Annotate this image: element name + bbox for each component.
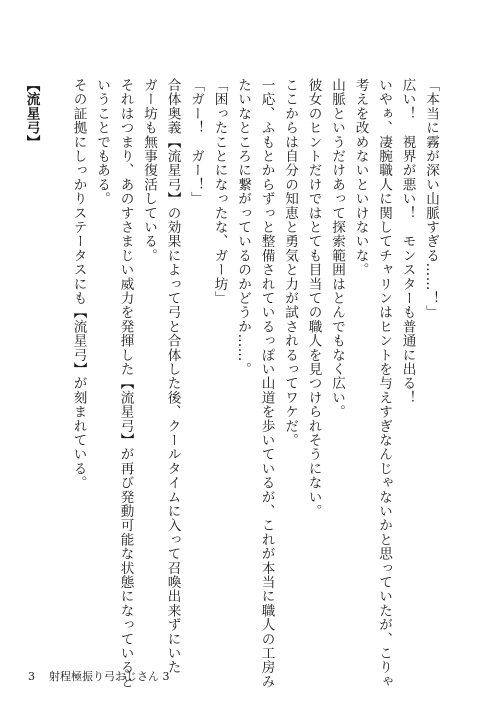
text-line: 合体奥義【流星弓】の効果によって弓と合体した後、クールタイムに入って召喚出来ずにいた bbox=[164, 78, 181, 675]
page-number: 3 bbox=[28, 670, 35, 683]
text-line: たいなところに繋がっているのかどうか……。 bbox=[235, 78, 251, 377]
text-line: 「ガー！ ガー！」 bbox=[188, 78, 204, 206]
page-footer bbox=[28, 668, 170, 684]
book-title: 射程極振り弓おじさん 3 bbox=[49, 670, 170, 683]
text-line: 「困ったことになったな、ガー坊」 bbox=[211, 78, 228, 306]
text-line: その証拠にしっかりステータスにも【流星弓】が刻まれている。 bbox=[70, 78, 87, 490]
text-line: 「本当に霧が深い山脈すぎる……！」 bbox=[423, 78, 439, 320]
text-line: ここからは自分の知恵と勇気と力が試されるってワケだ。 bbox=[282, 78, 298, 448]
text-line: 山脈というだけあって探索範囲はとんでもなく広い。 bbox=[329, 78, 345, 419]
text-line: 考えを改めないといけないな。 bbox=[352, 78, 369, 277]
text-line: 彼女のヒントだけではとても目当ての職人を見つけられそうにない。 bbox=[305, 78, 322, 519]
text-line: いやぁ、凄腕職人に関してチャリンはヒントを与えすぎなんじゃないかと思っていたが、こりゃ bbox=[376, 78, 392, 689]
text-line: それはつまり、あのすさまじい威力を発揮した【流星弓】が再び発動可能な状態になっていると bbox=[117, 78, 134, 689]
text-line: ガー坊も無事復活している。 bbox=[141, 78, 157, 263]
text-line: 一応、ふもとからずっと整備されているっぽい山道を歩いているが、これが本当に職人の工房み bbox=[258, 78, 275, 689]
text-line: 広い！ 視界が悪い！ モンスターも普通に出る！ bbox=[399, 78, 416, 405]
blank-line bbox=[43, 78, 67, 638]
text-line: いうことでもある。 bbox=[94, 78, 110, 206]
skill-heading: 【流星弓】 bbox=[23, 78, 40, 149]
